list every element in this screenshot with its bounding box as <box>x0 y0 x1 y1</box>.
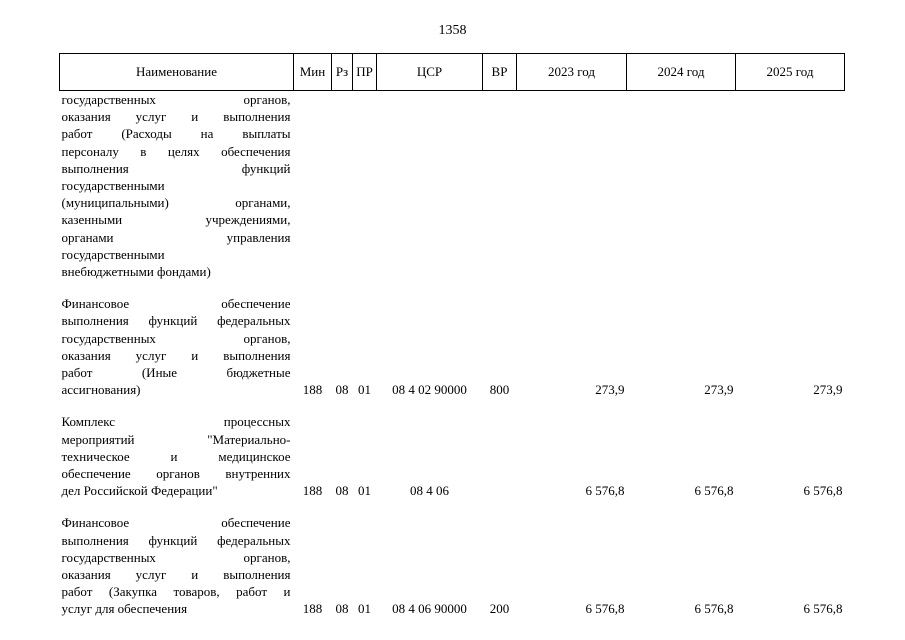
name-line: государственных органов, <box>61 92 291 107</box>
name-line: выполнения функций федеральных <box>61 532 291 548</box>
cell-min: 188 <box>302 601 323 617</box>
name-line: выполнения функций <box>61 160 291 176</box>
cell-y2024: 6 576,8 <box>694 483 734 499</box>
name-line: оказания услуг и выполнения <box>61 347 291 363</box>
name-line: (муниципальными) органами, <box>61 195 291 211</box>
cell-vr <box>483 413 517 499</box>
table-row <box>60 413 845 499</box>
name-line: государственными <box>61 178 165 194</box>
name-line: работ (Иные бюджетные <box>61 365 291 381</box>
cell-vr: 800 <box>489 382 510 398</box>
name-line: государственных органов, <box>61 549 291 565</box>
name-line: техническое и медицинское <box>61 448 291 464</box>
row-spacer-cell <box>60 280 845 295</box>
header-vr: ВР <box>483 54 517 91</box>
name-line: казенными учреждениями, <box>61 212 291 228</box>
table-body <box>60 91 845 618</box>
cell-y2024: 273,9 <box>704 382 734 398</box>
name-line: выполнения функций федеральных <box>61 313 291 329</box>
row-name <box>60 295 294 398</box>
cell-csr: 08 4 06 <box>410 483 449 499</box>
cell-csr: 08 4 02 90000 <box>392 382 467 398</box>
row-spacer-cell <box>60 499 845 514</box>
name-line: внебюджетными фондами) <box>61 264 211 280</box>
row-spacer <box>60 398 845 413</box>
cell-pr: 01 <box>358 483 371 499</box>
cell-csr: 08 4 06 90000 <box>392 601 467 617</box>
row-spacer <box>60 499 845 514</box>
table-header-row <box>60 54 845 91</box>
header-2025: 2025 год <box>736 54 845 91</box>
name-line: дел Российской Федерации" <box>61 483 218 499</box>
header-2023: 2023 год <box>517 54 627 91</box>
cell-rz: 08 <box>335 483 349 499</box>
row-spacer-cell <box>60 398 845 413</box>
table-row <box>60 295 845 398</box>
name-line: оказания услуг и выполнения <box>61 109 291 125</box>
row-name <box>60 91 294 281</box>
cell-pr <box>353 91 377 281</box>
cell-y2023 <box>517 91 627 281</box>
table-row <box>60 91 845 281</box>
name-line: обеспечение органов внутренних <box>61 466 291 482</box>
page-number: 1358 <box>438 23 467 38</box>
cell-y2023: 6 576,8 <box>585 601 625 617</box>
cell-vr: 200 <box>489 601 510 617</box>
row-name <box>60 514 294 617</box>
cell-min: 188 <box>302 483 323 499</box>
cell-y2025: 6 576,8 <box>803 601 843 617</box>
table-row <box>60 514 845 617</box>
name-line: оказания услуг и выполнения <box>61 567 291 583</box>
name-line: государственных органов, <box>61 330 291 346</box>
cell-y2023: 6 576,8 <box>585 483 625 499</box>
name-line: персоналу в целях обеспечения <box>61 143 291 159</box>
cell-y2024: 6 576,8 <box>694 601 734 617</box>
name-line: работ (Закупка товаров, работ и <box>61 584 291 600</box>
header-min: Мин <box>294 54 332 91</box>
cell-y2023: 273,9 <box>595 382 625 398</box>
cell-rz: 08 <box>335 382 349 398</box>
name-line: государственными <box>61 246 165 262</box>
budget-table <box>59 53 845 618</box>
cell-rz <box>332 91 353 281</box>
cell-vr <box>483 91 517 281</box>
cell-y2024 <box>627 91 736 281</box>
cell-min <box>294 91 332 281</box>
cell-y2025 <box>736 91 845 281</box>
cell-y2025: 6 576,8 <box>803 483 843 499</box>
cell-pr: 01 <box>358 601 371 617</box>
header-rz: Рз <box>332 54 353 91</box>
name-line: ассигнования) <box>61 382 141 398</box>
name-line: Финансовое обеспечение <box>61 296 291 312</box>
row-name <box>60 413 294 499</box>
cell-pr: 01 <box>358 382 371 398</box>
header-name: Наименование <box>60 54 294 91</box>
row-spacer <box>60 280 845 295</box>
header-2024: 2024 год <box>627 54 736 91</box>
cell-rz: 08 <box>335 601 349 617</box>
name-line: работ (Расходы на выплаты <box>61 126 291 142</box>
name-line: Финансовое обеспечение <box>61 515 291 531</box>
header-pr: ПР <box>353 54 377 91</box>
name-line: органами управления <box>61 229 291 245</box>
cell-csr <box>377 91 483 281</box>
name-line: мероприятий "Материально- <box>61 431 291 447</box>
cell-y2025: 273,9 <box>813 382 843 398</box>
header-csr: ЦСР <box>377 54 483 91</box>
name-line: услуг для обеспечения <box>61 601 188 617</box>
cell-min: 188 <box>302 382 323 398</box>
name-line: Комплекс процессных <box>61 414 291 430</box>
